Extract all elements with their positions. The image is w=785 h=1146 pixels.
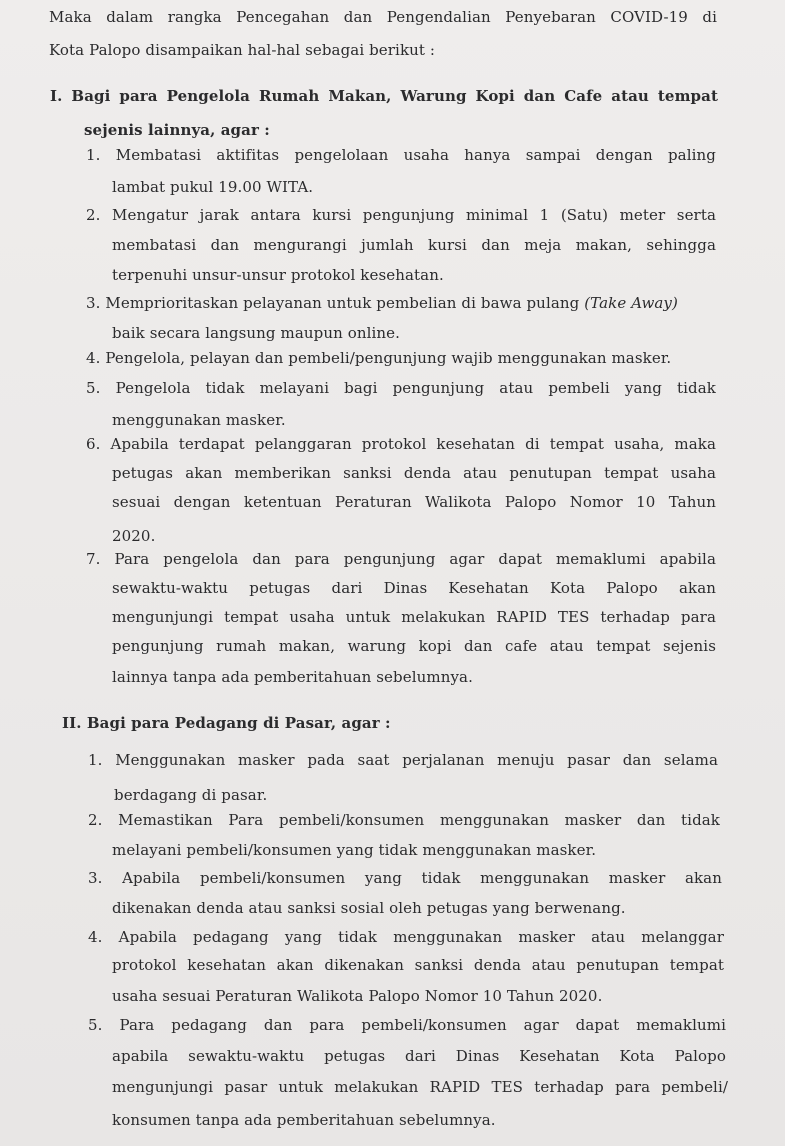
s2-item-2-line-2: melayani pembeli/konsumen yang tidak menggunakan masker. [112,841,597,859]
s2-item-4-line-3: usaha sesuai Peraturan Walikota Palopo Nomor 10 Tahun 2020. [112,987,603,1005]
s1-item-2-line-1: 2. Mengatur jarak antara kursi pengunjung minimal 1 (Satu) meter serta [86,206,716,224]
s2-item-4-line-1: 4. Apabila pedagang yang tidak menggunakan masker atau melanggar [88,928,724,946]
s1-item-1-line-1: 1. Membatasi aktifitas pengelolaan usaha hanya sampai dengan paling [86,146,716,164]
s1-item-1-line-2: lambat pukul 19.00 WITA. [112,178,314,196]
s2-item-2-line-1: 2. Memastikan Para pembeli/konsumen menggunakan masker dan tidak [88,811,720,829]
s1-item-5-line-2: menggunakan masker. [112,411,286,429]
section-1-heading-cont: sejenis lainnya, agar : [84,121,270,139]
s2-item-1-line-1: 1. Menggunakan masker pada saat perjalanan menuju pasar dan selama [88,751,718,769]
s1-item-7-line-3: mengunjungi tempat usaha untuk melakukan RAPID TES terhadap para [112,608,716,626]
s1-item-6-line-2: petugas akan memberikan sanksi denda atau penutupan tempat usaha [112,464,716,482]
section-1-heading: I. Bagi para Pengelola Rumah Makan, Warung Kopi dan Cafe atau tempat [50,87,718,105]
s1-item-7-line-2: sewaktu-waktu petugas dari Dinas Kesehatan Kota Palopo akan [112,579,716,597]
intro-line-1: Maka dalam rangka Pencegahan dan Pengendalian Penyebaran COVID-19 di [49,8,717,26]
s1-item-6-line-1: 6. Apabila terdapat pelanggaran protokol kesehatan di tempat usaha, maka [86,435,716,453]
intro-line-2: Kota Palopo disampaikan hal-hal sebagai berikut : [49,41,436,59]
s1-item-6-line-4: 2020. [112,527,156,545]
s2-item-4-line-2: protokol kesehatan akan dikenakan sanksi denda atau penutupan tempat [112,956,724,974]
s2-item-3-line-2: dikenakan denda atau sanksi sosial oleh petugas yang berwenang. [112,899,626,917]
s1-item-3-line-2: baik secara langsung maupun online. [112,324,401,342]
s1-item-2-line-2: membatasi dan mengurangi jumlah kursi dan meja makan, sehingga [112,236,716,254]
s1-item-7-line-5: lainnya tanpa ada pemberitahuan sebelumnya. [112,668,473,686]
s1-item-3-text: 3. Memprioritaskan pelayanan untuk pembelian di bawa pulang [86,294,585,312]
s1-item-5-line-1: 5. Pengelola tidak melayani bagi pengunjung atau pembeli yang tidak [86,379,716,397]
s1-item-7-line-1: 7. Para pengelola dan para pengunjung agar dapat memaklumi apabila [86,550,716,568]
s1-item-7-line-4: pengunjung rumah makan, warung kopi dan cafe atau tempat sejenis [112,637,716,655]
s2-item-5-line-3: mengunjungi pasar untuk melakukan RAPID TES terhadap para pembeli/ [112,1078,728,1096]
s1-item-2-line-3: terpenuhi unsur-unsur protokol kesehatan. [112,266,444,284]
s2-item-5-line-4: konsumen tanpa ada pemberitahuan sebelumnya. [112,1111,496,1129]
s1-item-4-line-1: 4. Pengelola, pelayan dan pembeli/pengunjung wajib menggunakan masker. [86,349,672,367]
s2-item-5-line-1: 5. Para pedagang dan para pembeli/konsumen agar dapat memaklumi [88,1016,726,1034]
s2-item-1-line-2: berdagang di pasar. [114,786,268,804]
section-2-heading: II. Bagi para Pedagang di Pasar, agar : [62,714,391,732]
s1-item-3-line-1 [86,293,716,313]
s2-item-5-line-2: apabila sewaktu-waktu petugas dari Dinas Kesehatan Kota Palopo [112,1047,726,1065]
s1-item-6-line-3: sesuai dengan ketentuan Peraturan Walikota Palopo Nomor 10 Tahun [112,493,716,511]
s2-item-3-line-1: 3. Apabila pembeli/konsumen yang tidak menggunakan masker akan [88,869,722,887]
s1-item-3-italic: (Take Away) [584,294,678,312]
